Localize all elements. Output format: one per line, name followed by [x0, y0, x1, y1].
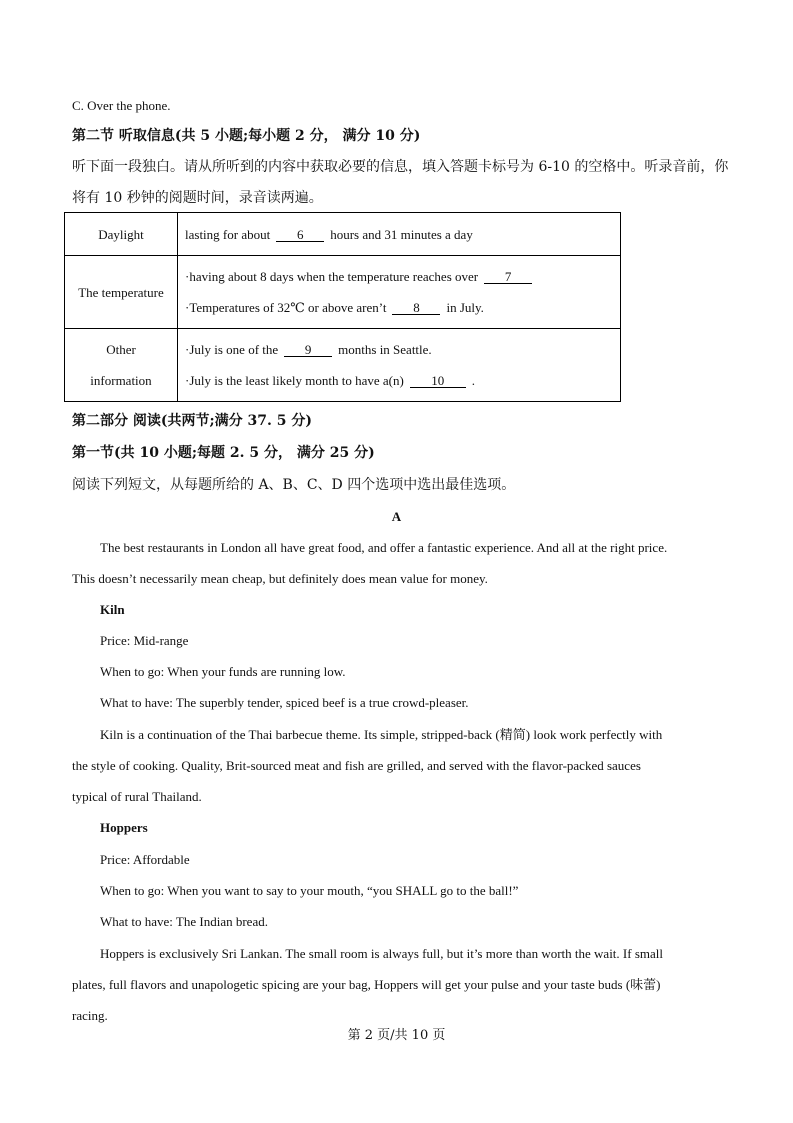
answer-blank-7: 7 — [484, 270, 532, 284]
row-line — [185, 261, 620, 292]
section2-instruction-line1: 听下面一段独白。请从所听到的内容中获取必要的信息，填入答题卡标号为 6-10 的空格中。听录音前，你 — [72, 159, 729, 175]
row-content — [178, 213, 621, 256]
section2-heading: 第二节 听取信息(共 5 小题;每小题 2 分， 满分 10 分) — [72, 128, 421, 144]
row-line — [185, 365, 620, 396]
answer-blank-10: 10 — [410, 374, 466, 388]
hoppers-when: When to go: When you want to say to your mouth, “you SHALL go to the ball!” — [100, 883, 519, 898]
text: ·Temperatures of 32℃ or above aren’t — [185, 300, 387, 315]
hoppers-desc-line3: racing. — [72, 1008, 108, 1023]
section1-heading: 第一节(共 10 小题;每题 2. 5 分， 满分 25 分) — [72, 445, 375, 461]
reading-instruction: 阅读下列短文，从每题所给的 A、B、C、D 四个选项中选出最佳选项。 — [72, 477, 516, 493]
hoppers-desc-line1: Hoppers is exclusively Sri Lankan. The small room is always full, but it’s more than worth the wait. If small — [100, 946, 663, 961]
label-line: information — [90, 373, 152, 388]
text: in July. — [446, 300, 484, 315]
hoppers-price: Price: Affordable — [100, 852, 190, 867]
row-label — [65, 329, 178, 402]
text: ·July is one of the — [185, 342, 279, 357]
hoppers-what: What to have: The Indian bread. — [100, 914, 268, 929]
text: . — [471, 373, 476, 388]
listening-table — [64, 212, 621, 402]
passage-letter: A — [391, 509, 402, 524]
table-row — [65, 256, 621, 329]
hoppers-desc-line2: plates, full flavors and unapologetic spicing are your bag, Hoppers will get your pulse and your taste buds (味蕾) — [72, 977, 661, 992]
restaurant-name-hoppers: Hoppers — [100, 820, 148, 835]
intro-line2: This doesn’t necessarily mean cheap, but definitely does mean value for money. — [72, 571, 488, 586]
page-footer: 第 2 页/共 10 页 — [347, 1028, 446, 1043]
kiln-price: Price: Mid-range — [100, 633, 189, 648]
text: ·having about 8 days when the temperature reaches over — [185, 269, 479, 284]
text: hours and 31 minutes a day — [330, 226, 473, 242]
table-row — [65, 213, 621, 256]
row-content — [178, 256, 621, 329]
kiln-desc-line1: Kiln is a continuation of the Thai barbecue theme. Its simple, stripped-back (精简) look work perfectly with — [100, 727, 663, 742]
text: lasting for about — [185, 226, 271, 242]
option-c: C. Over the phone. — [72, 98, 171, 113]
kiln-what: What to have: The superbly tender, spiced beef is a true crowd-pleaser. — [100, 695, 469, 710]
answer-blank-8: 8 — [392, 301, 440, 315]
row-line — [185, 334, 620, 365]
row-label: The temperature — [65, 256, 178, 329]
row-content — [178, 329, 621, 402]
intro-line1: The best restaurants in London all have great food, and offer a fantastic experience. And all at the right price. — [100, 540, 668, 555]
answer-blank-9: 9 — [284, 343, 332, 357]
kiln-when: When to go: When your funds are running low. — [100, 664, 346, 679]
text: ·July is the least likely month to have a(n) — [185, 373, 404, 388]
answer-blank-6: 6 — [276, 228, 324, 242]
row-line — [185, 292, 620, 323]
label-line: Other — [106, 342, 136, 357]
part2-heading: 第二部分 阅读(共两节;满分 37. 5 分) — [72, 413, 313, 429]
row-label: Daylight — [65, 213, 178, 256]
kiln-desc-line2: the style of cooking. Quality, Brit-sourced meat and fish are grilled, and served with the flavor-packed sauces — [72, 758, 641, 773]
kiln-desc-line3: typical of rural Thailand. — [72, 789, 202, 804]
table-row — [65, 329, 621, 402]
restaurant-name-kiln: Kiln — [100, 602, 125, 617]
section2-instruction-line2: 将有 10 秒钟的阅题时间，录音读两遍。 — [72, 190, 323, 206]
text: months in Seattle. — [338, 342, 432, 357]
